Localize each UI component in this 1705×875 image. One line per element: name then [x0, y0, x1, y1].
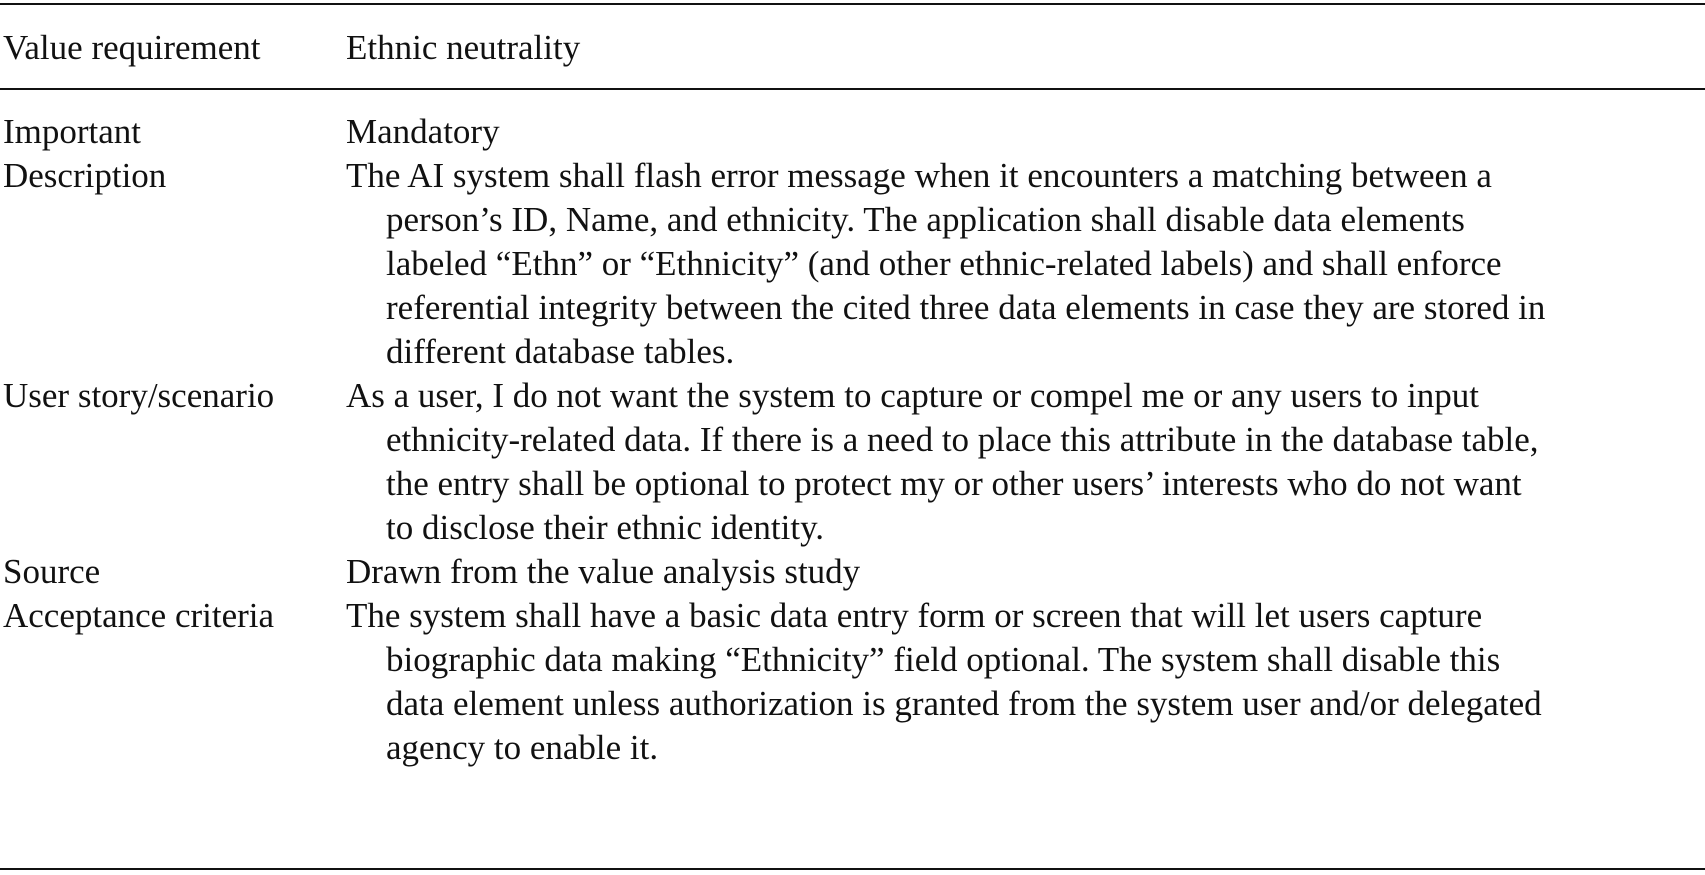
table-header-rule: [0, 88, 1705, 90]
row-label: Acceptance criteria: [3, 596, 275, 635]
table-top-rule: [0, 3, 1705, 5]
row-value: [346, 374, 1704, 550]
row-value-line: The system shall have a basic data entry form or screen that will let users capture: [346, 596, 1483, 635]
row-value-line: referential integrity between the cited three data elements in case they are stored in: [386, 288, 1546, 327]
row-label: User story/scenario: [3, 376, 275, 415]
table-row-acceptance-criteria: [0, 594, 1705, 770]
table-row-description: [0, 154, 1705, 374]
row-value-line: different database tables.: [386, 332, 735, 371]
header-value: Ethnic neutrality: [346, 28, 581, 67]
row-value-line: to disclose their ethnic identity.: [386, 508, 825, 547]
table-row-important: [0, 110, 1705, 154]
row-value-line: person’s ID, Name, and ethnicity. The application shall disable data elements: [386, 200, 1465, 239]
row-value-line: the entry shall be optional to protect my or other users’ interests who do not want: [386, 464, 1522, 503]
table-header-row: [0, 26, 1705, 70]
row-value-line: biographic data making “Ethnicity” field optional. The system shall disable this: [386, 640, 1501, 679]
table-row-source: [0, 550, 1705, 594]
row-value-line: agency to enable it.: [386, 728, 659, 767]
row-value: [346, 154, 1704, 374]
header-label: Value requirement: [3, 28, 261, 67]
row-value-line: Mandatory: [346, 112, 500, 151]
row-value-line: labeled “Ethn” or “Ethnicity” (and other ethnic-related labels) and shall enforce: [386, 244, 1502, 283]
row-label: Important: [3, 112, 142, 151]
row-value-line: The AI system shall flash error message when it encounters a matching between a: [346, 156, 1492, 195]
row-label: Description: [3, 156, 167, 195]
table-bottom-rule: [0, 868, 1705, 870]
row-value-line: ethnicity-related data. If there is a need to place this attribute in the database table,: [386, 420, 1539, 459]
row-value: [346, 594, 1704, 770]
row-label: Source: [3, 552, 101, 591]
row-value: [346, 110, 1704, 154]
row-value: [346, 550, 1704, 594]
row-value-line: Drawn from the value analysis study: [346, 552, 861, 591]
row-value-line: As a user, I do not want the system to capture or compel me or any users to input: [346, 376, 1479, 415]
row-value-line: data element unless authorization is granted from the system user and/or delegated: [386, 684, 1542, 723]
table-body: [0, 110, 1705, 770]
table-row-user-story: [0, 374, 1705, 550]
